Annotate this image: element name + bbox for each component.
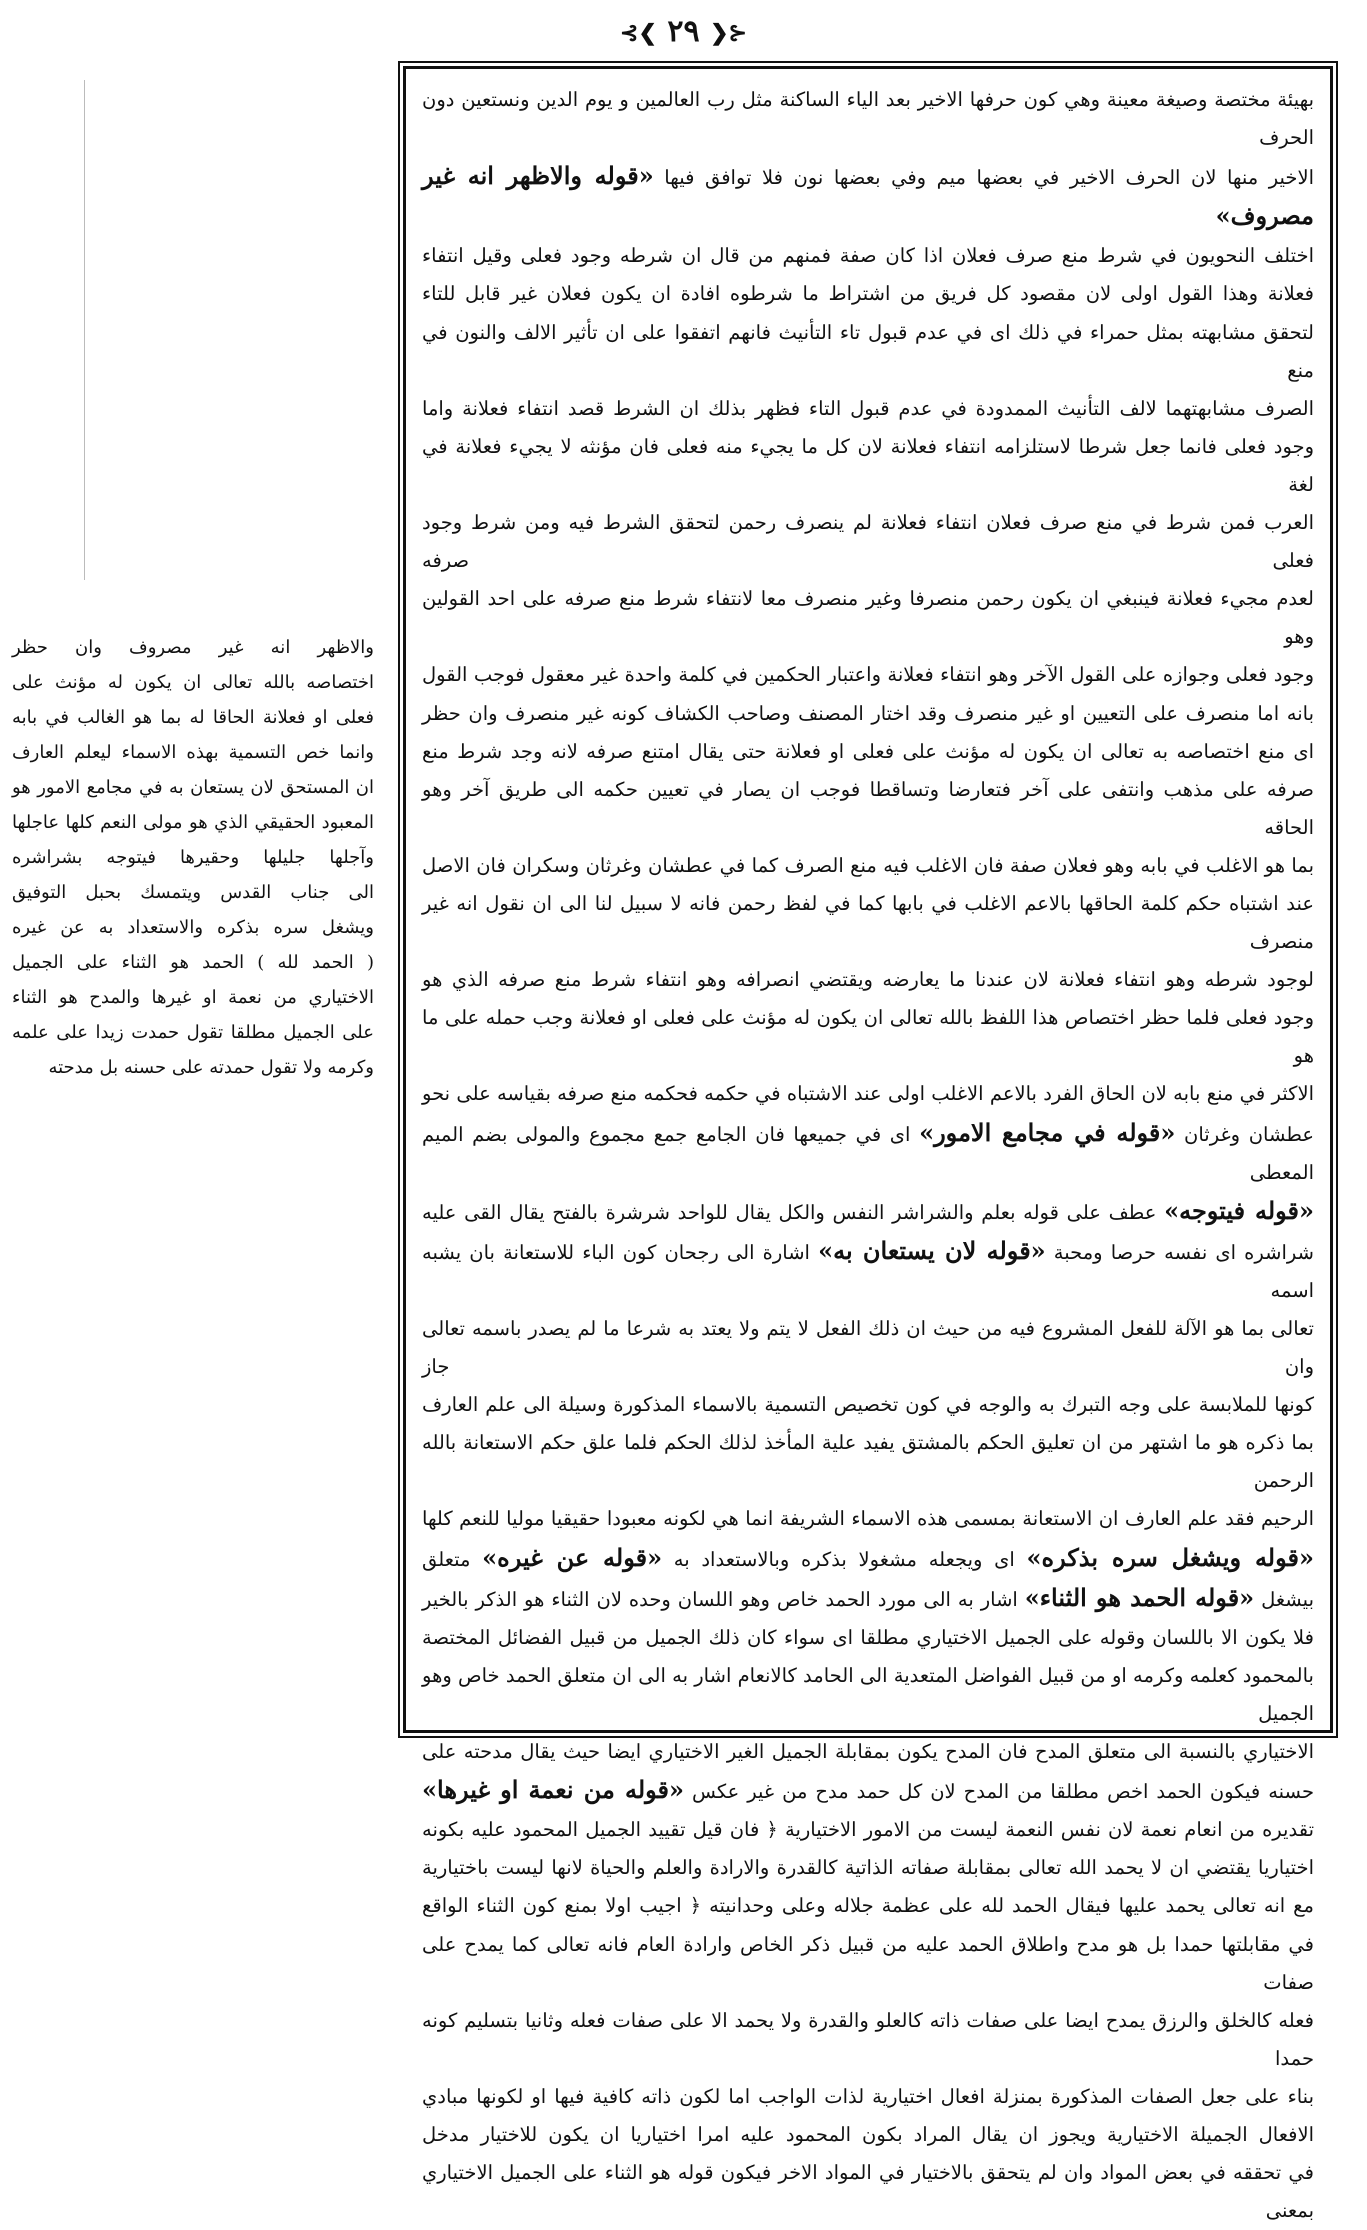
header-ornament-right: ❯⊱ [710, 20, 747, 46]
main-text-line: «قوله فيتوجه» عطف على قوله بعلم والشراشر النفس والكل يقال للواحد شرشرة بالفتح يقال القى عليه [422, 1195, 1315, 1225]
main-text-line: اى منع اختصاصه به تعالى ان يكون له مؤنث على فعلى او فعلانة حتى يقال امتنع صرفه لانه وجد شرط منع [422, 739, 1314, 763]
page-header [0, 14, 1367, 49]
lemma-marker: «قوله من نعمة او غيرها» [422, 1775, 685, 1805]
main-text-line: في مقابلتها حمدا بل هو مدح واطلاق الحمد عليه من قبيل ذكر الخاص وارادة العام فانه تعالى كما يمدح على صفات [422, 1932, 1314, 1994]
margin-note-block [12, 630, 374, 1085]
main-text-line: فعله كالخلق والرزق يمدح ايضا على صفات ذاته كالعلو والقدرة ولا يحمد الا على صفات فعله وثانيا بتسليم كونه حمدا [422, 2008, 1314, 2070]
main-text-line: لوجود شرطه وهو انتفاء فعلانة لان عندنا ما يعارضه ويقتضي انصرافه وهو انتفاء شرط منع صرفه الذي هو [422, 968, 1314, 992]
lemma-marker: «قوله والاظهر انه غير مصروف» [422, 161, 1314, 231]
main-text-line: اختياريا يقتضي ان لا يحمد الله تعالى بمقابلة صفاته الذاتية كالقدرة والارادة والعلم والحياة لانها ليست باختيارية [422, 1856, 1314, 1880]
main-text-line: عطشان وغرثان «قوله في مجامع الامور» اى في جميعها فان الجامع جمع مجموع والمولى بضم الميم المعطى [422, 1117, 1314, 1184]
margin-note-line: وكرمه ولا تقول حمدته على حسنه بل مدحته [48, 1057, 374, 1078]
main-text-line: تقديره من انعام نعمة لان نفس النعمة ليست من الامور الاختيارية ﴿ فان قيل تقييد الجميل المحمود عليه بكونه [422, 1818, 1314, 1842]
margin-note-line: ( الحمد لله ) الحمد هو الثناء على الجميل [12, 952, 374, 973]
main-text-line: الصرف مشابهتهما لالف التأنيث الممدودة في عدم قبول التاء فظهر بذلك ان الشرط قصد انتفاء فعلانة واما [422, 396, 1314, 420]
header-ornament-left: ⊰❮ [620, 20, 657, 46]
main-text-line: الاختياري بالنسبة الى متعلق المدح فان المدح يكون بمقابلة الجميل الغير الاختياري ايضا حيث يقال مدحته على [422, 1740, 1314, 1764]
main-text-line: العرب فمن شرط في منع صرف فعلان انتفاء فعلانة لم ينصرف رحمن لتحقق الشرط فيه ومن شرط وجود فعلى صرفه [422, 511, 1314, 573]
margin-note-line: والاظهر انه غير مصروف وان حظر [12, 637, 374, 658]
lemma-marker: «قوله لان يستعان به» [818, 1235, 1046, 1265]
margin-note-line: الى جناب القدس ويتمسك بحبل التوفيق [12, 882, 374, 903]
main-text-line: في تحققه في بعض المواد وان لم يتحقق بالاختيار في المواد الاخر فيكون قوله هو الثناء على الجميل الاختياري بمعنى [422, 2161, 1314, 2223]
margin-note-line: اختصاصه بالله تعالى ان يكون له مؤنث على [12, 672, 374, 693]
margin-note-line: وآجلها جليلها وحقيرها فيتوجه بشراشره [12, 847, 374, 868]
main-text-line: فلا يكون الا باللسان وقوله على الجميل الاختياري مطلقا اى سواء كان ذلك الجميل من قبيل الفضائل المختصة [422, 1625, 1314, 1649]
main-text-line: بالمحمود كعلمه وكرمه او من قبيل الفواضل المتعدية الى الحامد كالانعام اشار به الى ان متعلق الحمد خاص وهو الجميل [422, 1663, 1314, 1725]
margin-guide-line [84, 80, 85, 580]
main-text-line: بيشغل «قوله الحمد هو الثناء» اشار به الى مورد الحمد خاص وهو اللسان وحده لان الثناء هو الذكر بالخير [422, 1582, 1314, 1612]
margin-note-line: ان المستحق لان يستعان به في مجامع الامور هو [12, 777, 374, 798]
margin-note-line: الاختياري من نعمة او غيرها والمدح هو الثناء [12, 987, 374, 1008]
lemma-marker: «قوله فيتوجه» [1164, 1195, 1315, 1225]
main-text-block [403, 66, 1333, 2223]
lemma-marker: «قوله ويشغل سره بذكره» [1026, 1542, 1314, 1572]
margin-note-line: ويشغل سره بذكره والاستعداد به عن غيره [12, 917, 374, 938]
main-text-line: شراشره اى نفسه حرصا ومحبة «قوله لان يستعان به» اشارة الى رجحان كون الباء للاستعانة بان يشبه اسمه [422, 1235, 1314, 1302]
main-text-line: الرحيم فقد علم العارف ان الاستعانة بمسمى هذه الاسماء الشريفة انما هي لكونه معبودا حقيقيا موليا للنعم كلها [422, 1507, 1314, 1531]
main-text-line: وجود فعلى وجوازه على القول الآخر وهو انتفاء فعلانة واعتبار الحكمين في كلمة واحدة غير معقول فوجب القول [422, 663, 1314, 687]
main-text-line: بما ذكره هو ما اشتهر من ان تعليق الحكم بالمشتق يفيد علية المأخذ لذلك الحكم فلما علق حكم الاستعانة بالله الرحمن [422, 1431, 1314, 1493]
main-text-line: وجود فعلى فلما حظر اختصاص هذا اللفظ بالله تعالى ان يكون له مؤنث على فعلى او فعلانة وجب حمله على ما هو [422, 1006, 1314, 1068]
main-text-line: لعدم مجيء فعلانة فينبغي ان يكون رحمن منصرفا وغير منصرف معا لانتفاء شرط منع صرفه على احد القولين وهو [422, 587, 1314, 649]
margin-note-line: فعلى او فعلانة الحاقا له بما هو الغالب في بابه [12, 707, 374, 728]
page-number: ٢٩ [667, 14, 700, 49]
main-text-line: تعالى بما هو الآلة للفعل المشروع فيه من حيث ان ذلك الفعل لا يتم ولا يعتد به شرعا ما لم يصدر باسمه تعالى وان جاز [422, 1317, 1314, 1379]
main-text-line: «قوله ويشغل سره بذكره» اى ويجعله مشغولا بذكره وبالاستعداد به «قوله عن غيره» متعلق [422, 1542, 1314, 1572]
main-text-line: وجود فعلى فانما جعل شرطا لاستلزامه انتفاء فعلانة لان كل ما يجيء منه فعلى فان مؤنثه لا يجيء فعلانة في لغة [422, 434, 1314, 496]
lemma-marker: «قوله في مجامع الامور» [919, 1117, 1176, 1147]
main-text-line: الاخير منها لان الحرف الاخير في بعضها ميم وفي بعضها نون فلا توافق فيها «قوله والاظهر انه غير مصروف» [422, 161, 1315, 231]
main-text-line: لتحقق مشابهته بمثل حمراء في ذلك اى في عدم قبول تاء التأنيث فانهم اتفقوا على ان تأثير الالف والنون في منع [422, 320, 1314, 382]
main-text-line: صرفه على مذهب وانتفى على آخر فتعارضا وتساقطا فوجب ان يصار في تعيين حكمه الى طريق آخر وهو الحاقه [422, 777, 1314, 839]
main-text-line: الاكثر في منع بابه لان الحاق الفرد بالاعم الاغلب اولى عند الاشتباه في حكمه فحكمه منع صرفه بقياسه على نحو [422, 1082, 1314, 1106]
main-text-line: اختلف النحويون في شرط منع صرف فعلان اذا كان صفة فمنهم من قال ان شرطه وجود فعلى وقيل انتفاء [422, 244, 1314, 268]
main-text-line: مع انه تعالى يحمد عليها فيقال الحمد لله على عظمة جلاله وعلى وحدانيته ﴿ اجيب اولا بمنع كون الثناء الواقع [422, 1894, 1314, 1918]
lemma-marker: «قوله الحمد هو الثناء» [1024, 1582, 1255, 1612]
main-text-line: بما هو الاغلب في بابه وهو فعلان صفة فان الاغلب فيه منع الصرف كما في عطشان وغرثان وسكران فان الاصل [422, 853, 1314, 877]
main-text-line: حسنه فيكون الحمد اخص مطلقا من المدح لان كل حمد مدح من غير عكس «قوله من نعمة او غيرها» [422, 1775, 1315, 1805]
main-text-line: عند اشتباه حكم كلمة الحاقها بالاعم الاغلب في بابها كما في لفظ رحمن فانه لا سبيل لنا الى ان نقول انه غير منصرف [422, 891, 1314, 954]
main-text-line: بناء على جعل الصفات المذكورة بمنزلة افعال اختيارية لذات الواجب اما لكون ذاته كافية فيها او لكونها مبادي [422, 2084, 1314, 2108]
margin-note-line: المعبود الحقيقي الذي هو مولى النعم كلها عاجلها [12, 812, 374, 833]
main-text-line: بهيئة مختصة وصيغة معينة وهي كون حرفها الاخير بعد الياء الساكنة مثل رب العالمين و يوم الدين ونستعين دون الحرف [422, 88, 1314, 150]
main-text-line: فعلانة وهذا القول اولى لان مقصود كل فريق من اشتراط ما شرطوه افادة ان يكون فعلان غير قابل للتاء [422, 282, 1314, 306]
margin-note-line: على الجميل مطلقا تقول حمدت زيدا على علمه [12, 1022, 374, 1043]
main-text-line: بانه اما منصرف على التعيين او غير منصرف وقد اختار المصنف وصاحب الكشاف كونه غير منصرف وان حظر [422, 701, 1314, 725]
main-text-line: الافعال الجميلة الاختيارية ويجوز ان يقال المراد بكون المحمود عليه امرا اختياريا ان يكون للاختيار مدخل [422, 2122, 1314, 2146]
lemma-marker: «قوله عن غيره» [482, 1542, 663, 1572]
margin-note-line: وانما خص التسمية بهذه الاسماء ليعلم العارف [12, 742, 374, 763]
main-text-line: كونها للملابسة على وجه التبرك به والوجه في كون تخصيص التسمية بالاسماء المذكورة وسيلة الى علم العارف [422, 1393, 1314, 1417]
